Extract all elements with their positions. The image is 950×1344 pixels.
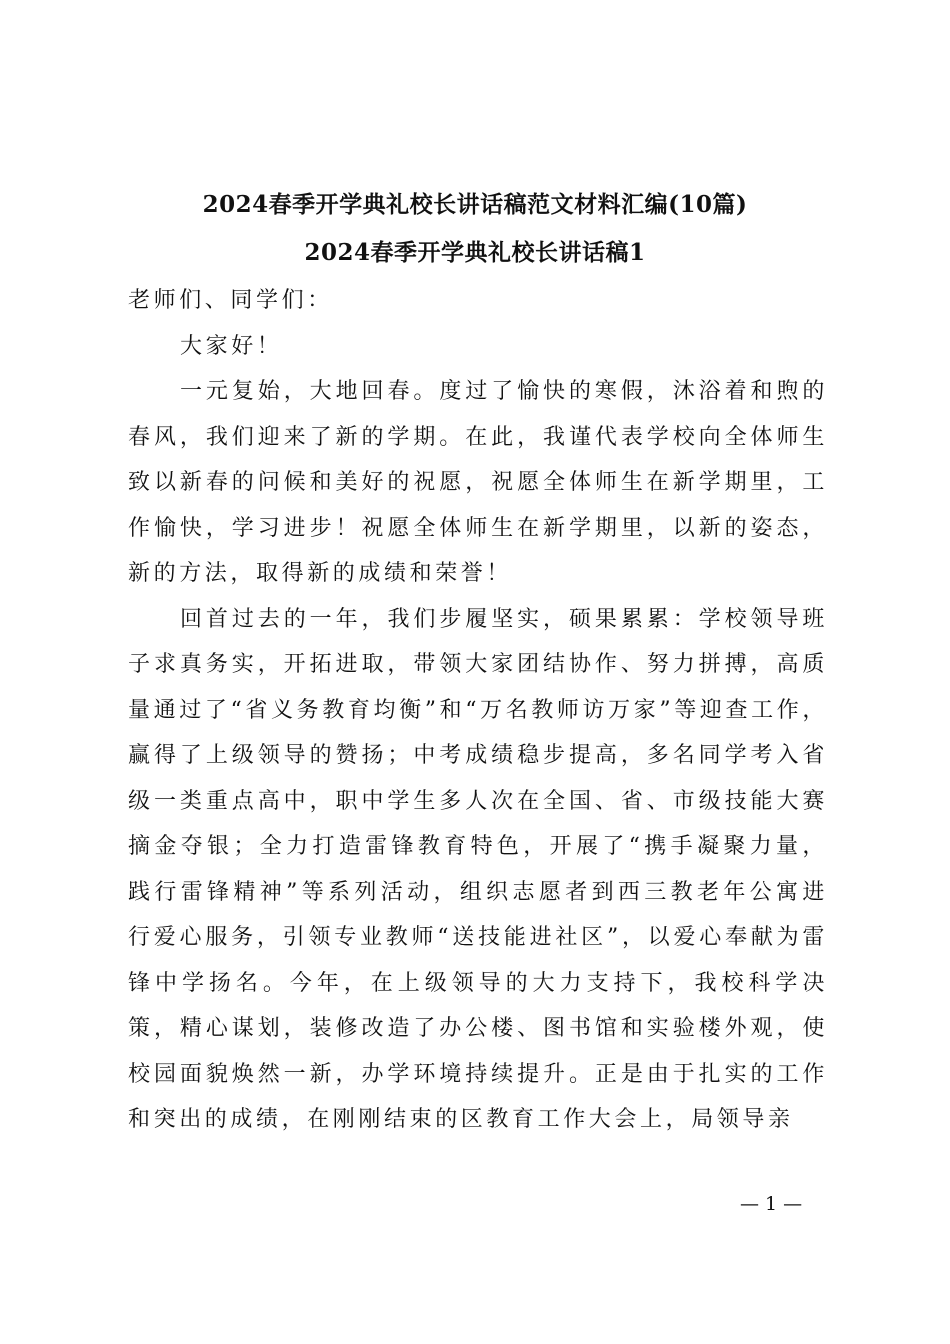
document-body <box>128 278 828 1143</box>
page-number: — 1 — <box>740 1193 803 1215</box>
document-subtitle: 2024春季开学典礼校长讲话稿1 <box>304 239 646 266</box>
paragraph: 一元复始，大地回春。度过了愉快的寒假，沐浴着和煦的春风，我们迎来了新的学期。在此，我谨代表学校向全体师生致以新春的问候和美好的祝愿，祝愿全体师生在新学期里，工作愉快，学习进步！祝愿全体师生在新学期里，以新的姿态，新的方法，取得新的成绩和荣誉！ <box>128 379 828 586</box>
salutation: 老师们、同学们： <box>128 288 333 313</box>
document-title: 2024春季开学典礼校长讲话稿范文材料汇编(10篇) <box>202 191 748 218</box>
greeting: 大家好！ <box>180 333 283 359</box>
paragraph: 回首过去的一年，我们步履坚实，硕果累累：学校领导班子求真务实，开拓进取，带领大家团结协作、努力拼搏，高质量通过了“省义务教育均衡”和“万名教师访万家”等迎查工作，赢得了上级领导的赞扬；中考成绩稳步提高，多名同学考入省级一类重点高中，职中学生多人次在全国、省、市级技能大赛摘金夺银；全力打造雷锋教育特色，开展了“携手凝聚力量，践行雷锋精神”等系列活动，组织志愿者到西三教老年公寓进行爱心服务，引领专业教师“送技能进社区”，以爱心奉献为雷锋中学扬名。今年，在上级领导的大力支持下，我校科学决策，精心谋划，装修改造了办公楼、图书馆和实验楼外观，使校园面貌焕然一新，办学环境持续提升。正是由于扎实的工作和突出的成绩，在刚刚结束的区教育工作大会上，局领导亲 <box>128 606 828 1132</box>
